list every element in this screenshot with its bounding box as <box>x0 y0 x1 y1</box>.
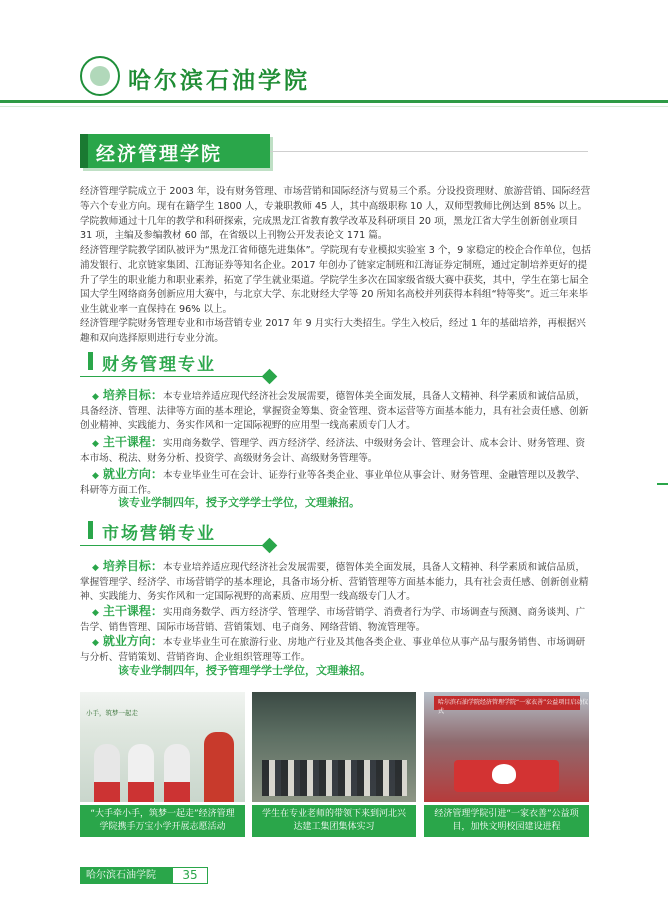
diamond-bullet-icon: ◆ <box>92 608 99 618</box>
diamond-bullet-icon: ◆ <box>92 471 99 481</box>
jobs-label: 就业方向： <box>102 634 163 648</box>
group-internship-photo <box>252 692 416 802</box>
intro-paragraph-3: 经济管理学院财务管理专业和市场营销专业 2017 年 9 月实行大类招生。学生入校后，经过 1 年的基础培养，再根据兴趣和双向选择原则进行专业分流。 <box>80 318 586 344</box>
courses-text: 实用商务数学、管理学、西方经济学、经济法、中级财务会计、管理会计、成本会计、财务管理、资本市场、税法、财务分析、投资学、高级财务会计、高级财务管理等。 <box>80 438 586 464</box>
goal-label: 培养目标： <box>102 388 163 402</box>
intro-paragraph-2: 经济管理学院教学团队被评为“黑龙江省师德先进集体”。学院现有专业模拟实验室 3 个，9 家稳定的校企合作单位，包括浦发银行、北京链家集团、江海证券等知名企业。2017 年创办了链家定制班和江海证券定制班，通过定制培养更好的提升了学生的职业能力和职业素养，拓宽了学生就业渠道。学院学生多次在国家级省级大赛中获奖，其中，学生在第七届全国大学生网络商务创新应用大赛中，与北京大学、东北财经大学等 20 所知名高校并列获得本科组“特等奖”。近三年来毕业生就业率一直保持在 96% 以上。 <box>80 245 591 316</box>
courses-label: 主干课程： <box>102 604 163 618</box>
volunteer-figure <box>204 732 234 802</box>
marketing-heading: 市场营销专业 <box>102 524 216 544</box>
intro-paragraph-1: 经济管理学院成立于 2003 年，设有财务管理、市场营销和国际经济与贸易三个系。分设投资理财、旅游营销、国际经营等六个专业方向。现有在籍学生 1800 人，专兼职教师 45 人，其中高级职称 10 人，双师型教师比例达到 85% 以上。学院教师通过十几年的教学和科研探索，完成黑龙江省教育教学改革及科研项目 20 项，黑龙江省大学生创新创业项目 31 项，主编及参编教材 60 部，在省级以上刊物公开发表论文 171 篇。 <box>80 186 591 242</box>
marketing-goal <box>80 559 592 605</box>
page-number: 35 <box>172 867 208 884</box>
section-underline <box>80 545 270 546</box>
diamond-bullet-icon: ◆ <box>92 563 99 573</box>
jobs-label: 就业方向： <box>102 467 163 481</box>
volunteer-activity-photo <box>80 692 245 802</box>
jobs-text: 本专业毕业生可在旅游行业、房地产行业及其他各类企业、事业单位从事产品与服务销售、市场调研与分析、营销策划、营销咨询、企业组织管理等工作。 <box>80 637 586 663</box>
photo-caption-3: 经济管理学院引进“一家衣善”公益项目，加快文明校园建设进程 <box>424 805 589 837</box>
heart-icon <box>492 764 516 784</box>
page-title: 经济管理学院 <box>96 143 223 165</box>
finance-heading: 财务管理专业 <box>102 355 216 375</box>
goal-label: 培养目标： <box>102 559 163 573</box>
finance-degree-note: 该专业学制四年，授予文学学士学位，文理兼招。 <box>118 496 360 509</box>
diamond-bullet-icon: ◆ <box>92 638 99 648</box>
goal-text: 本专业培养适应现代经济社会发展需要，德智体美全面发展，具备人文精神、科学素质和诚信品质，掌握管理学、经济学、市场营销学的基本理论，具备市场分析、营销管理等方面基本能力，具有社会责任感、创新创业精神、实践能力、务实作风和一定国际视野的高素质、应用型一线高级专门人才。 <box>80 562 589 603</box>
charity-project-photo <box>424 692 589 802</box>
marketing-courses <box>80 604 592 635</box>
courses-text: 实用商务数学、西方经济学、管理学、市场营销学、消费者行为学、市场调查与预测、商务谈判、广告学、销售管理、国际市场营销、营销策划、电子商务、网络营销、物流管理等。 <box>80 607 586 633</box>
school-seal-icon <box>80 56 120 96</box>
diamond-bullet-icon: ◆ <box>92 439 99 449</box>
photo-caption-2: 学生在专业老师的带领下来到河北兴达建工集团集体实习 <box>252 805 416 837</box>
student-group <box>262 760 407 796</box>
section-underline <box>80 376 270 377</box>
header-divider-thin <box>0 106 668 107</box>
header-divider <box>0 100 668 103</box>
photo-caption-1: “大手牵小手，筑梦一起走”经济管理学院携手万宝小学开展志愿活动 <box>80 805 245 837</box>
marketing-jobs <box>80 634 592 665</box>
child-figure <box>164 744 190 802</box>
child-figure <box>128 744 154 802</box>
footer-school-name: 哈尔滨石油学院 <box>80 867 172 884</box>
child-figure <box>94 744 120 802</box>
marketing-degree-note: 该专业学制四年，授予管理学学士学位，文理兼招。 <box>118 664 371 677</box>
section-bar <box>88 352 93 370</box>
diamond-icon <box>262 369 278 385</box>
jobs-text: 本专业毕业生可在会计、证券行业等各类企业、事业单位从事会计、财务管理、金融管理以及教学、科研等方面工作。 <box>80 470 586 496</box>
edge-tab-mark <box>657 483 668 485</box>
finance-goal <box>80 388 592 434</box>
courses-label: 主干课程： <box>102 435 163 449</box>
school-name: 哈尔滨石油学院 <box>128 67 310 94</box>
finance-section-header <box>80 350 592 376</box>
page-title-box <box>80 134 270 168</box>
diamond-icon <box>262 538 278 554</box>
finance-courses <box>80 435 592 466</box>
section-bar <box>88 521 93 539</box>
title-rule <box>270 151 588 152</box>
marketing-section-header <box>80 519 592 545</box>
goal-text: 本专业培养适应现代经济社会发展需要，德智体美全面发展，具备人文精神、科学素质和诚信品质，具备经济、管理、法律等方面的基本理论，掌握资金筹集、资金管理、资本运营等方面基本能力，具有社会责任感、创新创业精神、实践能力、务实作风和一定国际视野的应用型一线高素质专门人才。 <box>80 391 589 432</box>
diamond-bullet-icon: ◆ <box>92 392 99 402</box>
banner-text: 哈尔滨石油学院经济管理学院“一家衣善”公益项目启动仪式 <box>438 699 589 715</box>
photo-sign-text: 小手，筑梦一起走 <box>86 709 138 717</box>
